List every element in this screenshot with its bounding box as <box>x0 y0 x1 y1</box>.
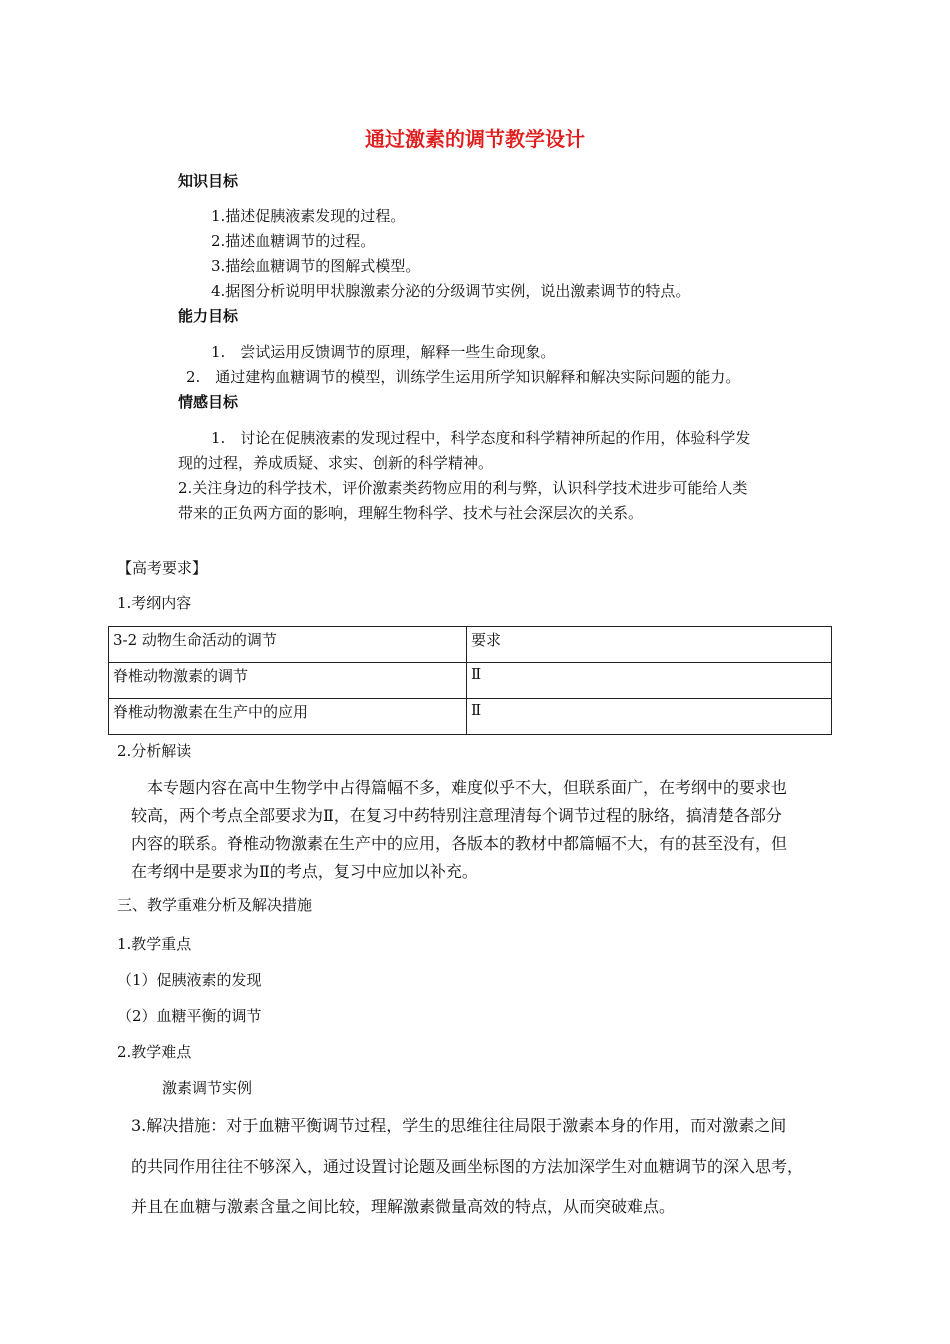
analysis-line: 本专题内容在高中生物学中占得篇幅不多，难度似乎不大，但联系面广，在考纲中的要求也 <box>147 778 788 797</box>
table-cell: 3-2 动物生命活动的调节 <box>109 627 467 663</box>
table-cell: 脊椎动物激素在生产中的应用 <box>109 699 467 735</box>
emotion-item-1-line-1: 1. 讨论在促胰液素的发现过程中，科学态度和科学精神所起的作用，体验科学发 <box>211 429 751 447</box>
emotion-item-2-line-1: 2.关注身边的科学技术，评价激素类药物应用的利与弊，认识科学技术进步可能给人类 <box>178 479 748 497</box>
key-point-item: （1）促胰液素的发现 <box>117 971 262 989</box>
table-row <box>109 627 832 663</box>
exam-outline-heading: 1.考纲内容 <box>117 594 192 612</box>
solution-line: 的共同作用往往不够深入，通过设置讨论题及画坐标图的方法加深学生对血糖调节的深入思考， <box>131 1157 804 1176</box>
page-title: 通过激素的调节教学设计 <box>365 127 585 151</box>
table-cell: 要求 <box>467 627 832 663</box>
solution-line: 并且在血糖与激素含量之间比较，理解激素微量高效的特点，从而突破难点。 <box>131 1197 676 1216</box>
ability-heading: 能力目标 <box>178 307 239 325</box>
emotion-item-2-line-2: 带来的正负两方面的影响，理解生物科学、技术与社会深层次的关系。 <box>178 504 644 522</box>
emotion-heading: 情感目标 <box>178 393 239 411</box>
knowledge-item: 4.据图分析说明甲状腺激素分泌的分级调节实例，说出激素调节的特点。 <box>211 282 691 300</box>
difficulty-heading: 2.教学难点 <box>117 1043 192 1061</box>
key-points-heading: 1.教学重点 <box>117 935 192 953</box>
analysis-line: 在考纲中是要求为Ⅱ的考点，复习中应加以补充。 <box>131 862 478 881</box>
table-cell: 脊椎动物激素的调节 <box>109 663 467 699</box>
knowledge-item: 1.描述促胰液素发现的过程。 <box>211 207 406 225</box>
key-point-item: （2）血糖平衡的调节 <box>117 1007 262 1025</box>
knowledge-heading: 知识目标 <box>178 172 239 190</box>
solution-line: 3.解决措施：对于血糖平衡调节过程，学生的思维往往局限于激素本身的作用，而对激素之间 <box>131 1116 787 1135</box>
gaokao-heading: 【高考要求】 <box>117 559 208 577</box>
analysis-line: 内容的联系。脊椎动物激素在生产中的应用，各版本的教材中都篇幅不大，有的甚至没有，但 <box>131 834 788 853</box>
emotion-item-1-line-2: 现的过程，养成质疑、求实、创新的科学精神。 <box>178 454 494 472</box>
exam-requirements-table <box>108 626 832 735</box>
table-cell: Ⅱ <box>467 663 832 699</box>
analysis-heading: 2.分析解读 <box>117 742 192 760</box>
knowledge-item: 2.描述血糖调节的过程。 <box>211 232 376 250</box>
table-row <box>109 663 832 699</box>
difficulty-item: 激素调节实例 <box>162 1079 253 1097</box>
ability-item: 2. 通过建构血糖调节的模型，训练学生运用所学知识解释和解决实际问题的能力。 <box>186 368 741 386</box>
table-row <box>109 699 832 735</box>
knowledge-item: 3.描绘血糖调节的图解式模型。 <box>211 257 421 275</box>
analysis-line: 较高，两个考点全部要求为Ⅱ，在复习中药特别注意理清每个调节过程的脉络，搞清楚各部分 <box>131 806 782 825</box>
ability-item: 1. 尝试运用反馈调节的原理，解释一些生命现象。 <box>211 343 556 361</box>
table-cell: Ⅱ <box>467 699 832 735</box>
section3-heading: 三、教学重难分析及解决措施 <box>117 896 313 914</box>
